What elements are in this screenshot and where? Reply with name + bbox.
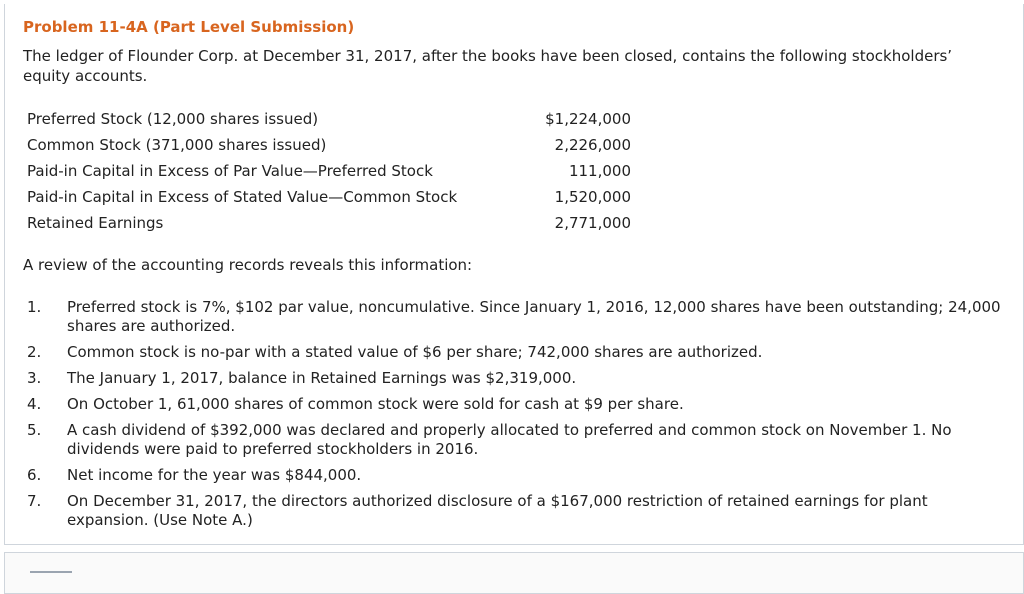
- ledger-account: Common Stock (371,000 shares issued): [27, 136, 327, 154]
- item-number: 3.: [27, 369, 42, 387]
- problem-intro: The ledger of Flounder Corp. at December 31, 2017, after the books have been closed, contains the following stockholders’ equity accounts.: [23, 47, 953, 85]
- item-text: Preferred stock is 7%, $102 par value, noncumulative. Since January 1, 2016, 12,000 shares have been outstanding; 24,000 shares are authorized.: [67, 298, 1001, 335]
- ledger-row: [23, 212, 643, 238]
- ledger-table: [23, 108, 643, 238]
- ledger-account: Preferred Stock (12,000 shares issued): [27, 110, 319, 128]
- item-number: 1.: [27, 298, 42, 316]
- problem-title: Problem 11-4A (Part Level Submission): [23, 18, 355, 36]
- list-item: [23, 369, 1013, 388]
- item-text: On October 1, 61,000 shares of common stock were sold for cash at $9 per share.: [67, 395, 684, 413]
- item-number: 7.: [27, 492, 42, 510]
- ledger-amount: 1,520,000: [554, 188, 631, 206]
- section-heading-fragment: [30, 571, 72, 579]
- item-text: Common stock is no-par with a stated value of $6 per share; 742,000 shares are authorized.: [67, 343, 763, 361]
- ledger-row: [23, 186, 643, 212]
- item-text: The January 1, 2017, balance in Retained Earnings was $2,319,000.: [67, 369, 577, 387]
- item-number: 2.: [27, 343, 42, 361]
- item-text: On December 31, 2017, the directors authorized disclosure of a $167,000 restriction of retained earnings for plant expansion. (Use Note A.): [67, 492, 928, 529]
- ledger-amount: 111,000: [568, 162, 631, 180]
- ledger-account: Paid-in Capital in Excess of Stated Value—Common Stock: [27, 188, 458, 206]
- list-item: [23, 395, 1013, 414]
- item-number: 4.: [27, 395, 42, 413]
- ledger-account: Retained Earnings: [27, 214, 164, 232]
- ledger-amount: 2,226,000: [554, 136, 631, 154]
- info-list: [23, 298, 1013, 530]
- review-text: A review of the accounting records reveals this information:: [23, 256, 473, 274]
- ledger-row: [23, 160, 643, 186]
- list-item: [23, 298, 1013, 336]
- ledger-row: [23, 134, 643, 160]
- list-item: [23, 421, 1013, 459]
- item-text: Net income for the year was $844,000.: [67, 466, 362, 484]
- ledger-row: [23, 108, 643, 134]
- problem-panel: [4, 4, 1024, 545]
- item-text: A cash dividend of $392,000 was declared and properly allocated to preferred and common stock on November 1. No dividends were paid to preferred stockholders in 2016.: [67, 421, 952, 458]
- list-item: [23, 492, 1013, 530]
- list-item: [23, 466, 1013, 485]
- item-number: 6.: [27, 466, 42, 484]
- item-number: 5.: [27, 421, 42, 439]
- next-section-panel: [4, 552, 1024, 594]
- ledger-amount: $1,224,000: [545, 110, 631, 128]
- list-item: [23, 343, 1013, 362]
- ledger-account: Paid-in Capital in Excess of Par Value—Preferred Stock: [27, 162, 433, 180]
- ledger-amount: 2,771,000: [554, 214, 631, 232]
